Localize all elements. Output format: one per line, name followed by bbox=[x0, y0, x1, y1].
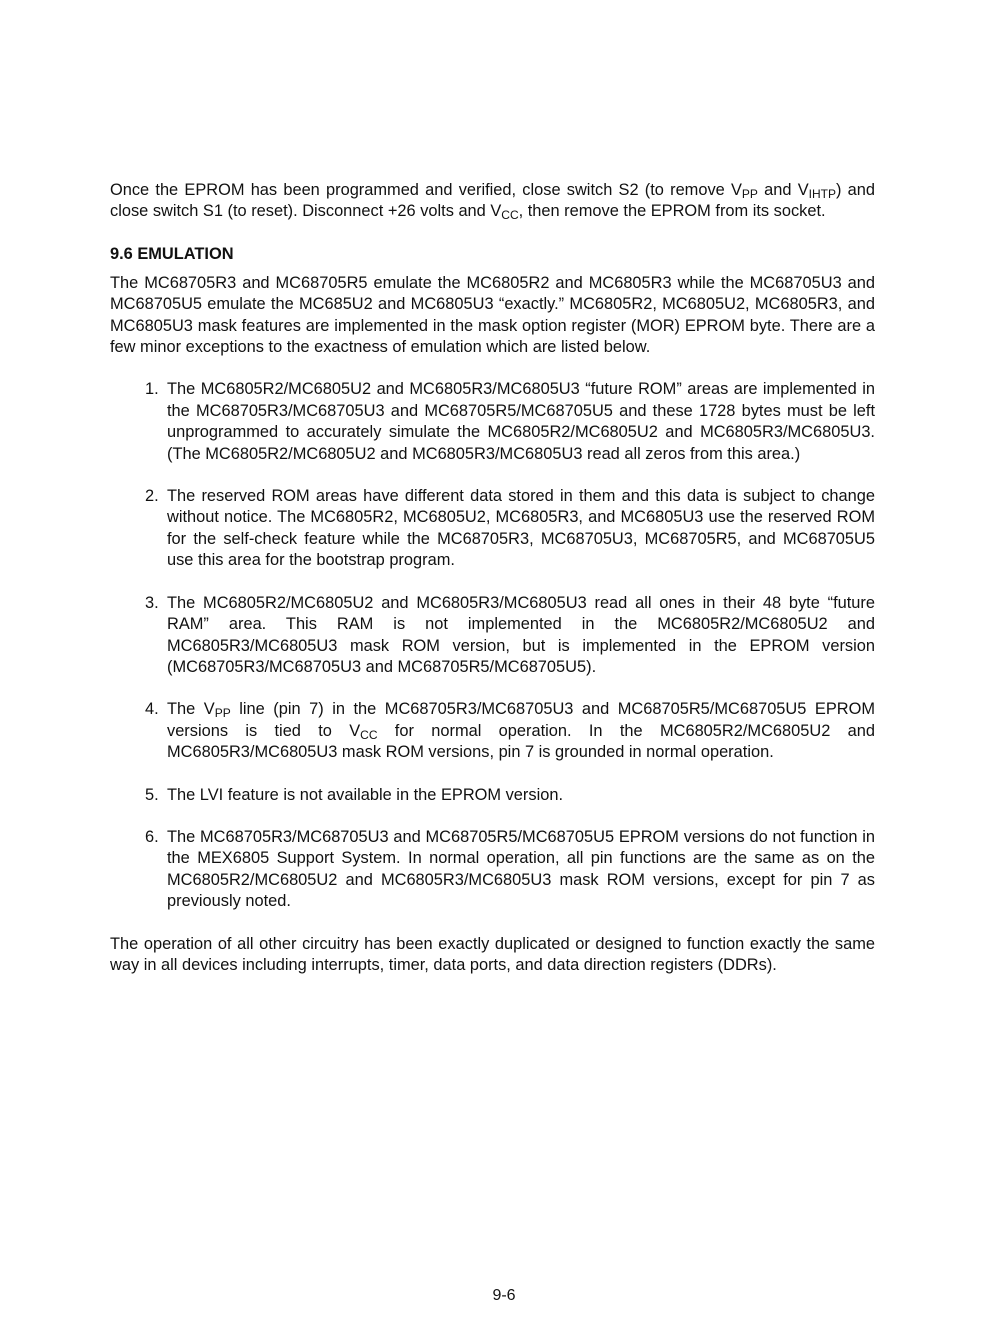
intro-text-2: and V bbox=[757, 181, 809, 199]
list-item-text: The reserved ROM areas have different data stored in them and this data is subject to change without notice. The MC6805R2, MC6805U2, MC6805R3, and MC6805U3 use the reserved ROM for the self-check feature while the MC68705R3, MC68705U3, MC68705R5, and MC68705U5 use this area for the bootstrap program. bbox=[167, 487, 875, 570]
list-item-number: 5. bbox=[145, 785, 159, 804]
vpp-subscript: PP bbox=[741, 187, 758, 201]
list-item-text: The MC6805R2/MC6805U2 and MC6805R3/MC6805U3 read all ones in their 48 byte “future RAM” area. This RAM is not implemented in the MC6805R2/MC6805U2 and MC6805R3/MC6805U3 mask ROM version, but is implemented in the EPROM version (MC68705R3/MC68705U3 and MC68705R5/MC68705U5). bbox=[167, 593, 875, 676]
page-number: 9-6 bbox=[492, 1287, 516, 1304]
vcc-subscript: CC bbox=[360, 727, 378, 742]
list-item-text: The MC68705R3/MC68705U3 and MC68705R5/MC68705U5 EPROM versions do not function in the MEX6805 Support System. In normal operation, all pin functions are the same as on the MC6805R2/MC6805U2 and MC6805R3/MC6805U3 mask ROM versions, except for pin 7 as previously noted. bbox=[167, 827, 875, 911]
list-item bbox=[110, 593, 875, 679]
list-item-text: The LVI feature is not available in the EPROM version. bbox=[167, 785, 563, 804]
intro-text-4: , then remove the EPROM from its socket. bbox=[518, 202, 826, 221]
closing-paragraph: The operation of all other circuitry has been exactly duplicated or designed to function exactly the same way in all devices including interrupts, timer, data ports, and data direction registers (DDRs). bbox=[110, 934, 875, 974]
list-item-number: 3. bbox=[145, 593, 159, 612]
intro-text-1: Once the EPROM has been programmed and verified, close switch S2 (to remove V bbox=[110, 181, 742, 199]
list-item-number: 2. bbox=[145, 487, 159, 506]
section-body: The MC68705R3 and MC68705R5 emulate the MC6805R2 and MC6805R3 while the MC68705U3 and MC68705U5 emulate the MC685U2 and MC6805U3 “exactly.” MC6805R2, MC6805U2, MC6805R3, and MC6805U3 mask features are implemented in the mask option register (MOR) EPROM byte. There are a few minor exceptions to the exactness of emulation which are listed below. bbox=[110, 273, 875, 357]
vcc-subscript: CC bbox=[501, 208, 519, 223]
list-item-number: 1. bbox=[145, 380, 159, 399]
item4-text-1: The V bbox=[167, 700, 215, 719]
intro-paragraph bbox=[110, 180, 875, 223]
list-item bbox=[110, 699, 875, 763]
list-item-number: 4. bbox=[145, 700, 159, 719]
section-heading: 9.6 EMULATION bbox=[110, 244, 234, 263]
list-item bbox=[110, 379, 875, 465]
exceptions-list bbox=[110, 379, 875, 912]
vihtp-subscript: IHTP bbox=[808, 187, 836, 201]
list-item bbox=[110, 785, 875, 806]
vpp-subscript: PP bbox=[214, 706, 231, 721]
item4-text-3: for normal operation. In the MC6805R2/MC6805U2 and MC6805R3/MC6805U3 mask ROM versions, pin 7 is grounded in normal operation. bbox=[167, 721, 875, 762]
list-item bbox=[110, 827, 875, 913]
list-item bbox=[110, 486, 875, 572]
list-item-text: The MC6805R2/MC6805U2 and MC6805R3/MC6805U3 “future ROM” areas are implemented in the MC68705R3/MC68705U3 and MC68705R5/MC68705U5 and these 1728 bytes must be left unprogrammed to accurately simulate the MC6805R2/MC6805U2 and MC6805R3/MC6805U3. (The MC6805R2/MC6805U2 and MC6805R3/MC6805U3 read all zeros from this area.) bbox=[167, 380, 875, 463]
list-item-number: 6. bbox=[145, 827, 159, 846]
document-page bbox=[110, 180, 875, 976]
item4-text-2: line (pin 7) in the MC68705R3/MC68705U3 and MC68705R5/MC68705U5 EPROM versions is tied to V bbox=[167, 700, 875, 740]
list-item-text bbox=[167, 699, 875, 763]
intro-text-3: ) and close switch S1 (to reset). Disconnect +26 volts and V bbox=[110, 181, 875, 221]
